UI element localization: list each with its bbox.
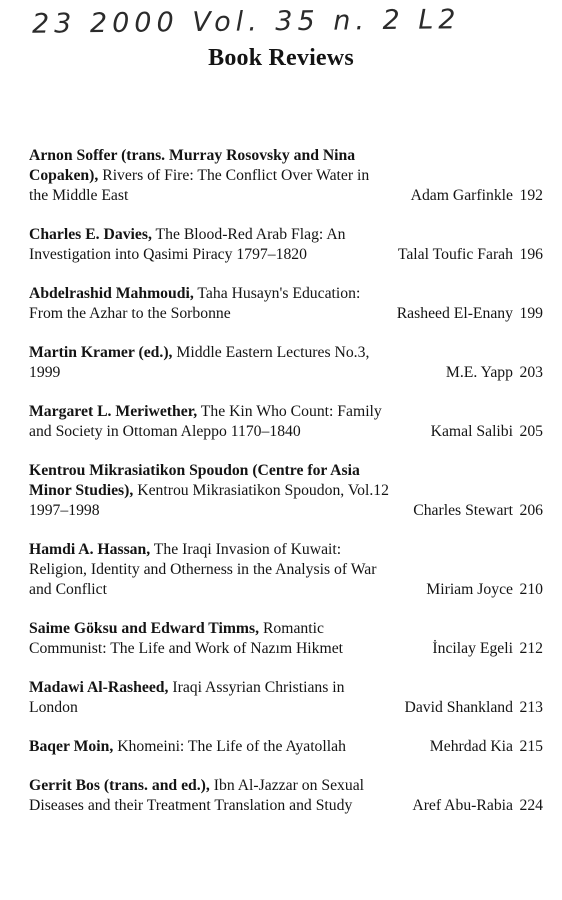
review-description [29,776,385,816]
reviewer-name: İncilay Egeli [432,640,513,657]
review-entry [29,284,543,324]
reviewer-name: Aref Abu-Rabia [412,797,513,814]
reviewer-name: Miriam Joyce [426,581,513,598]
review-description [29,461,401,521]
reviewer-name: Charles Stewart [413,502,513,519]
reviewer-name: M.E. Yapp [445,364,513,381]
review-entry [29,343,543,383]
handwritten-note: 23 2000 Vol. 35 n. 2 L2 [31,4,461,40]
book-title: Iraqi Assyrian Christians in London [29,679,345,716]
book-author: Saime Göksu and Edward Timms, [29,620,260,637]
page-number: 205 [519,423,543,440]
page-number: 199 [519,305,543,322]
page-title: Book Reviews [208,45,354,71]
book-author: Margaret L. Meriwether, [29,403,198,420]
page-number: 203 [519,364,543,381]
reviewer-name: Adam Garfinkle [410,187,513,204]
page-number: 206 [519,502,543,519]
review-description [29,146,385,206]
book-author: Gerrit Bos (trans. and ed.), [29,777,210,794]
review-description [29,284,385,324]
review-description [29,225,385,265]
book-title: Rivers of Fire: The Conflict Over Water in the Middle East [29,167,370,204]
page-number: 215 [519,738,543,755]
review-description [29,619,385,659]
book-author: Kentrou Mikrasiatikon Spoudon (Centre for Asia Minor Studies), [29,462,360,499]
reviewer-name: Talal Toufic Farah [397,246,513,263]
book-author: Charles E. Davies, [29,226,152,243]
review-entry [29,146,543,206]
review-entry [29,225,543,265]
review-entry [29,619,543,659]
book-author: Hamdi A. Hassan, [29,541,151,558]
page-number: 212 [519,640,543,657]
book-author: Baqer Moin, [29,738,114,755]
review-entry [29,540,543,600]
reviews-list [29,146,543,835]
page-number: 196 [519,246,543,263]
review-entry [29,678,543,718]
reviewer-name: Mehrdad Kia [429,738,513,755]
book-title: The Kin Who Count: Family and Society in Ottoman Aleppo 1170–1840 [29,403,382,440]
review-entry [29,402,543,442]
page-number: 192 [519,187,543,204]
book-title: Khomeini: The Life of the Ayatollah [113,738,346,755]
reviewer-name: David Shankland [404,699,513,716]
book-title: Ibn Al-Jazzar on Sexual Diseases and their Treatment Translation and Study [29,777,365,814]
review-entry [29,737,543,757]
book-author: Arnon Soffer (trans. Murray Rosovsky and Nina Copaken), [29,147,356,184]
book-title: Middle Eastern Lectures No.3, 1999 [29,344,370,381]
page-number: 224 [519,797,543,814]
book-title: Romantic Communist: The Life and Work of Nazım Hikmet [29,620,344,657]
review-entry [29,461,543,521]
review-entry [29,776,543,816]
page-number: 213 [519,699,543,716]
book-title: The Blood-Red Arab Flag: An Investigation into Qasimi Piracy 1797–1820 [29,226,346,263]
book-title: Kentrou Mikrasiatikon Spoudon, Vol.12 1997–1998 [29,482,389,519]
review-description [29,737,385,757]
book-author: Abdelrashid Mahmoudi, [29,285,194,302]
reviewer-name: Rasheed El-Enany [396,305,513,322]
review-description [29,402,385,442]
review-description [29,343,385,383]
book-author: Madawi Al-Rasheed, [29,679,169,696]
review-description [29,678,385,718]
page-number: 210 [519,581,543,598]
review-description [29,540,385,600]
reviewer-name: Kamal Salibi [430,423,513,440]
book-author: Martin Kramer (ed.), [29,344,173,361]
book-title: The Iraqi Invasion of Kuwait: Religion, Identity and Otherness in the Analysis of War and Conflict [29,541,377,598]
book-title: Taha Husayn's Education: From the Azhar to the Sorbonne [29,285,361,322]
